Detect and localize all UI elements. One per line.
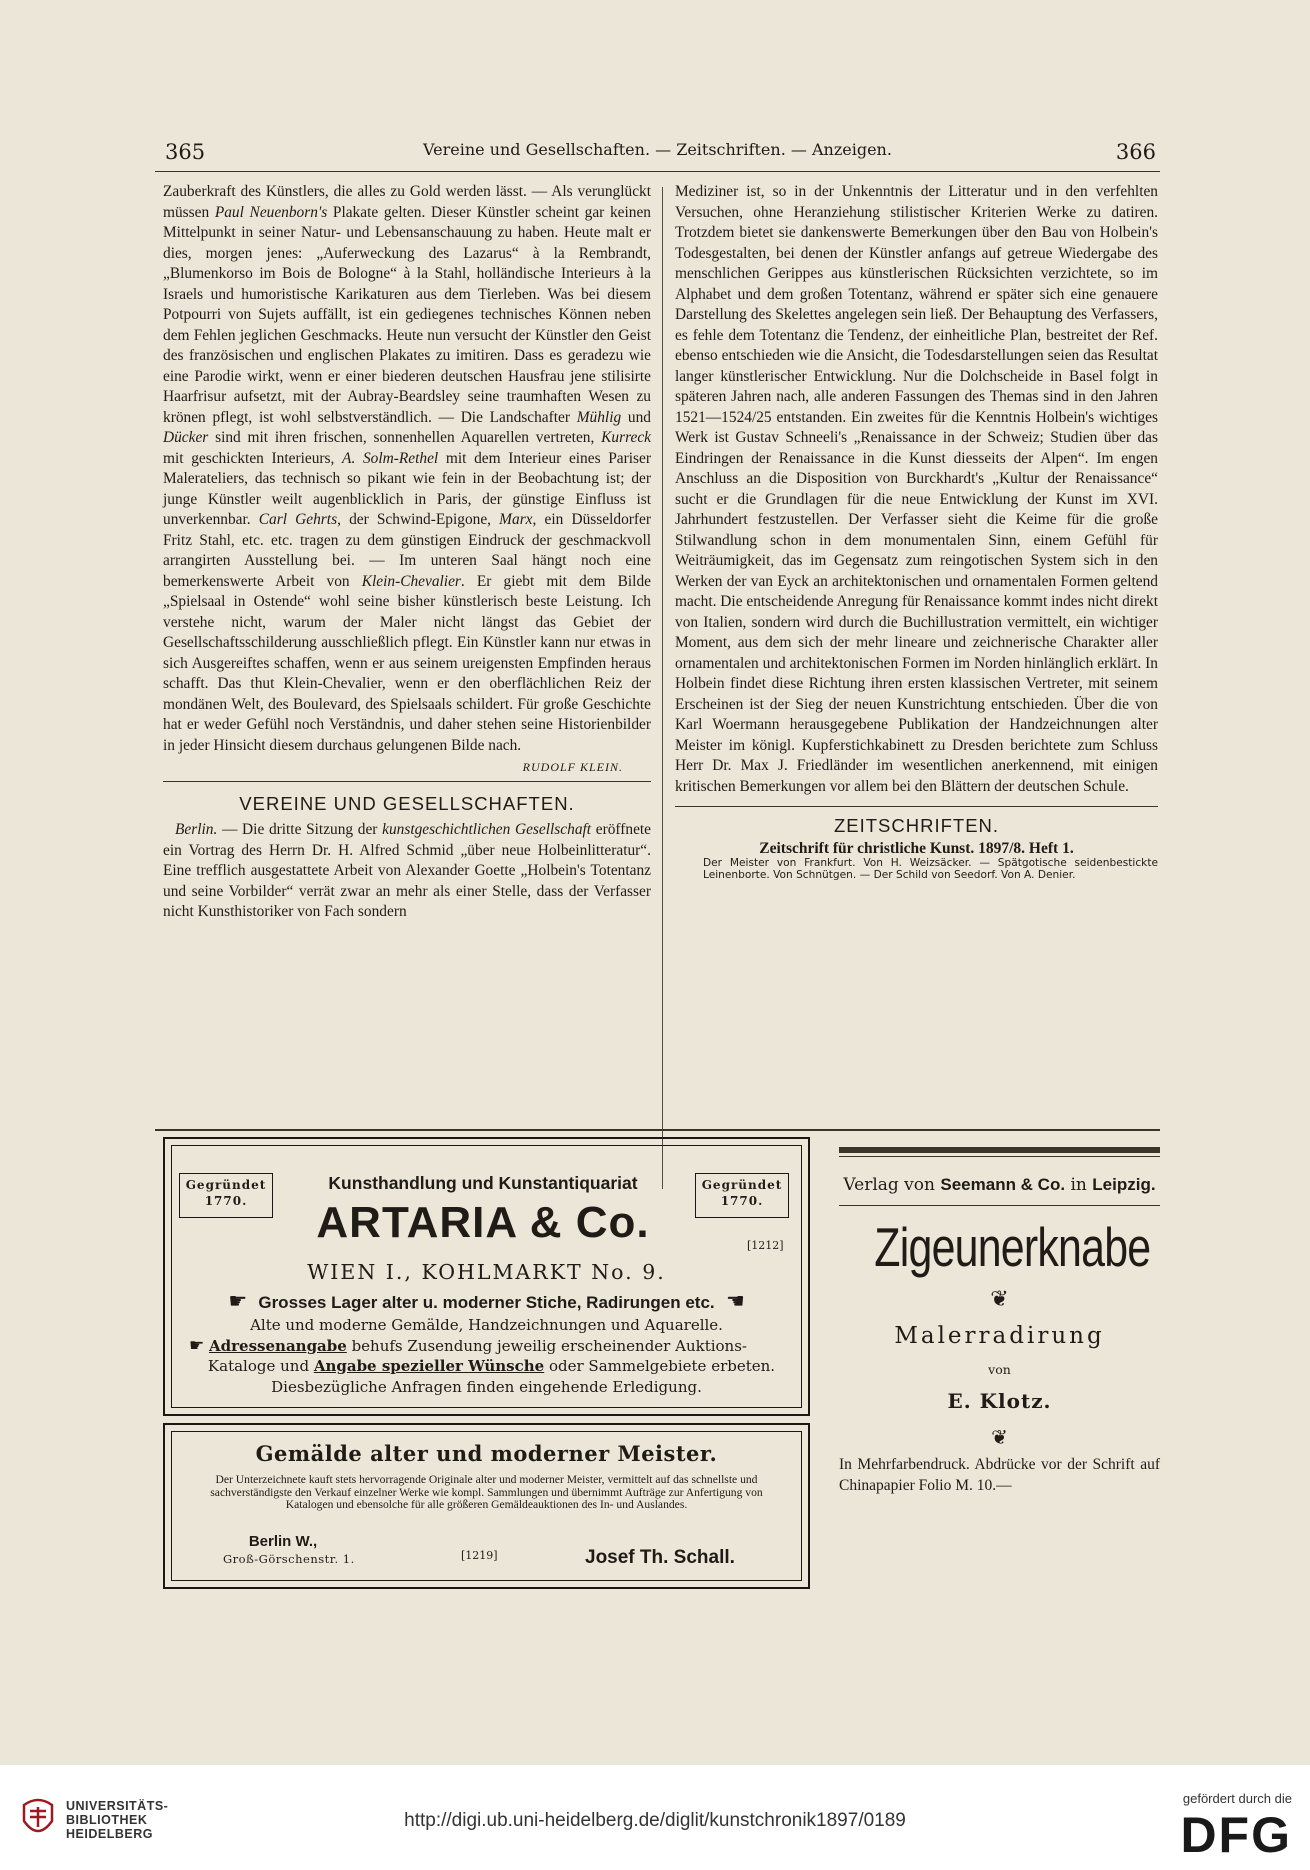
ads-rule [155,1129,1160,1131]
ad-seemann [839,1147,1160,1585]
ad-artaria-line1: Kunsthandlung und Kunstantiquariat [328,1173,638,1193]
header-rule [155,171,1160,172]
footer [0,1765,1310,1870]
ad-artaria-address: WIEN I., KOHLMARKT No. 9. [307,1260,666,1284]
dfg-logo: DFG [1180,1807,1292,1863]
ad-artaria-stock-line: ☛ Grosses Lager alter u. moderner Stiche, Radirungen etc. ☛ [228,1289,745,1313]
ad-seemann-von: von [988,1362,1011,1377]
funding-note: gefördert durch die [1182,1791,1292,1806]
ad-artaria-line6: Diesbezügliche Anfragen finden eingehende Erledigung. [271,1378,702,1396]
article-berlin: Berlin. — Die dritte Sitzung der kunstgeschichtlichen Gesellschaft eröffnete ein Vortrag des Herrn Dr. H. Alfred Schmid „über neue Holbeinlitteratur“. Eine trefflich ausgestattete Arbeit von Alexander Goette „Holbein's Totentanz und seine Vorbilder“ verrät zwar an mehr als einer Stelle, dass der Verfasser nicht Kunsthistoriker von Fach sondern [163,821,652,920]
fleuron-icon: ❦ [990,1287,1009,1312]
section-title-vereine: VEREINE UND GESELLSCHAFTEN. [239,792,575,814]
author-signature: RUDOLF KLEIN. [522,760,623,774]
section-title-zeitschriften: ZEITSCHRIFTEN. [833,815,1000,836]
pointing-hand-icon: ☛ [725,1289,745,1313]
ad-schall-street: Groß-Görschenstr. 1. [223,1552,355,1566]
ad-schall-text: Der Unterzeichnete kauft stets hervorragende Originale alter und moderner Meister, vermittelt auf das schnellste und sachverständigste den Verkauf einzelner Werke wie kompl. Sammlungen und übernimmt Aufträge zur Anfertigung von Katalogen und ebensolche für alle größeren Gemäldeauktionen des In- und Auslandes. [210,1473,763,1511]
ad-schall-name: Josef Th. Schall. [585,1547,735,1568]
ad-artaria-ref: [1212] [747,1239,784,1252]
ad-schall-city: Berlin W., [248,1533,318,1550]
ad-seemann-artist: E. Klotz. [947,1389,1052,1413]
left-column [163,182,651,923]
page-number-right: 366 [1115,140,1156,164]
ad-artaria-line4: ☛ Adressenangabe behufs Zusendung jeweilig erscheinender Auktions- [189,1336,747,1356]
journal-contents: Der Meister von Frankfurt. Von H. Weizsäcker. — Spätgotische seidenbestickte Leinenborte. Von Schnütgen. — Der Schild von Seedorf. Von A. Denier. [703,856,1158,881]
library-logo-text: UNIVERSITÄTS- BIBLIOTHEK HEIDELBERG [66,1799,169,1841]
ad-seemann-desc: In Mehrfarbendruck. Abdrücke vor der Schrift auf Chinapapier Folio M. 10.— [839,1456,1160,1494]
fleuron-icon: ❦ [991,1425,1008,1449]
ad-seemann-top-rule [839,1147,1160,1153]
pointing-hand-icon: ☛ [228,1289,248,1313]
ad-seemann-publisher: Verlag von Seemann & Co. in Leipzig. [843,1175,1156,1195]
ad-artaria-line3: Alte und moderne Gemälde, Handzeichnungen und Aquarelle. [250,1316,723,1334]
founded-badge-right: Gegründet 1770. [695,1173,789,1218]
ad-schall-title: Gemälde alter und moderner Meister. [255,1441,718,1466]
ad-seemann-subtitle: Malerradirung [894,1323,1105,1349]
running-header [155,125,1160,169]
source-url[interactable]: http://digi.ub.uni-heidelberg.de/diglit/kunstchronik1897/0189 [404,1810,906,1831]
ad-seemann-rule [839,1205,1160,1206]
founded-badge-left: Gegründet 1770. [179,1173,273,1218]
pointing-hand-icon: ☛ [189,1336,205,1356]
page-number-left: 365 [165,140,206,164]
running-title: Vereine und Gesellschaften. — Zeitschriften. — Anzeigen. [423,140,892,159]
ad-schall [163,1423,810,1589]
ad-artaria-name: ARTARIA & Co. [316,1198,650,1247]
ad-seemann-top-rule-thin [839,1156,1160,1157]
section-rule [163,781,651,782]
section-rule-2 [675,806,1158,807]
ad-seemann-title: Zigeunerknabe [874,1216,1151,1278]
column-divider [662,187,663,1189]
ad-schall-ref: [1219] [461,1549,498,1562]
article-holbein-continued: Mediziner ist, so in der Unkenntnis der Litteratur und in den verfehlten Versuchen, ohne Heranziehung stilistischer Kriterien Werke zu datiren. Trotzdem bietet sie dankenswerte Bemerkungen über den Bau von Holbein's Todesgestalten, bei denen der Künstler anfangs auf getreue Wiedergabe des menschlichen Gerippes aus künstlerischen Rücksichten verzichtete, so im Alphabet und dem großen Totentanz, während er später sich eine genauere Darstellung des Skelettes angelegen sein ließ. Der Behauptung des Verfassers, es fehle dem Totentanz die Tendenz, der einheitliche Plan, bestreitet der Ref. ebenso entschieden wie die Ansicht, die Todesdarstellungen seien das Resultat langer künstlerischer Entwicklung. Nur die Dolchscheide in Basel folgt in späteren Jahren nach, alle anderen Fassungen des Themas sind in den Jahren 1521—1524/25 entstanden. Ein zweites für die Kenntnis Holbein's wichtiges Werk ist Gustav Schneeli's „Renaissance in der Schweiz; Studien über das Eindringen der Renaissance in die Kunst diesseits der Alpen“. Im engen Anschluss an die Disposition von Burckhardt's „Kultur der Renaissance“ sucht er die Grundlagen für die neue Entwicklung der Kunst im XVI. Jahrhundert festzustellen. Der Verfasser sieht die Keime für die große Stilwandlung schon in dem monumentalen Sinn, einem Gefühl für Weiträumigkeit, das im Gegensatz zum reingotischen System sich in den Werken der van Eyck an architektonischen und ornamentalen Formen geltend macht. Die entscheidende Anregung für Renaissance kommt indes nicht direkt von Italien, sondern wird durch die Buchillustration vermittelt, ein wichtiger Moment, aus dem sich der mehr lineare und zeichnerische Charakter aller ornamentalen und architektonischen Formen im Norden hinlänglich erklärt. In Holbein findet diese Richtung ihren ersten klassischen Vertreter, mit seinem Erscheinen ist der Sieg der neuen Kunstrichtung entschieden. Über die von Karl Woermann herausgegebene Publikation der Handzeichnungen alter Meister im königl. Kupferstichkabinett zu Dresden berichtete zum Schluss Herr Dr. Max J. Friedländer im wesentlichen anerkennend, mit einigen kritischen Bemerkungen vor allem bei den Blättern der deutschen Schule. [675,183,1158,795]
article-klein: Zauberkraft des Künstlers, die alles zu Gold werden lässt. — Als verunglückt müssen Paul Neuenborn's Plakate gelten. Dieser Künstler scheint gar keinen Mittelpunkt in seiner Natur- und Lebensanschauung zu haben. Heute malt er dies, morgen jenes: „Auferweckung des Lazarus“ à la Rembrandt, „Blumenkorso im Bois de Bologne“ à la Stahl, holländische Interieurs à la Israels und humoristische Karikaturen aus dem Tierleben. Was bei diesem Potpourri von Sujets auffällt, ist ein gediegenes technisches Können neben dem Fehlen jeglichen Geschmacks. Heute nun versucht der Künstler den Geist des französischen und englischen Plakates zu imitiren. Dass es geradezu wie eine Parodie wirkt, wenn er einer biederen deutschen Hausfrau jene stilisirte Haarfrisur aufsetzt, mit der Aubray-Beardsley seine traumhaften Wesen zu krönen pflegt, ist wohl selbstverständlich. — Die Landschafter Mühlig und Dücker sind mit ihren frischen, sonnenhellen Aquarellen vertreten, Kurreck mit geschickten Interieurs, A. Solm-Rethel mit dem Interieur eines Pariser Malerateliers, das technisch so pikant wie fein in der Beobachtung ist; der junge Künstler weilt augenblicklich in Paris, der günstige Einfluss ist unverkennbar. Carl Gehrts, der Schwind-Epigone, Marx, ein Düsseldorfer Fritz Stahl, etc. etc. tragen zu dem günstigen Eindruck der geschmackvoll arrangirten Ausstellung bei. — Im unteren Saal hängt noch eine bemerkenswerte Arbeit von Klein-Chevalier. Er giebt mit dem Bilde „Spielsaal in Ostende“ wohl seine bisher künstlerisch beste Leistung. Ich verstehe nicht, warum der Maler nicht längst das Gebiet der Gesellschaftsschilderung ausschließlich pflegt. Ein Künstler kann nur etwas in sich Ausgereiftes schaffen, wenn er aus seinem ureigensten Empfinden heraus schafft. Das thut Klein-Chevalier, wenn er den oberflächlichen Reiz der mondänen Welt, des Boulevard, des Spielsaals schildert. Für große Geschichte hat er weder Gefühl noch Verständnis, und daher stehen seine Historienbilder in jeder Hinsicht diesem durchaus gelungenen Bilde nach. [163,183,652,754]
right-column [675,182,1158,882]
ad-artaria-line5: Kataloge und Angabe spezieller Wünsche oder Sammelgebiete erbeten. [207,1357,776,1375]
journal-title: Zeitschrift für christliche Kunst. 1897/8. Heft 1. [759,839,1074,857]
ad-artaria [163,1137,810,1416]
